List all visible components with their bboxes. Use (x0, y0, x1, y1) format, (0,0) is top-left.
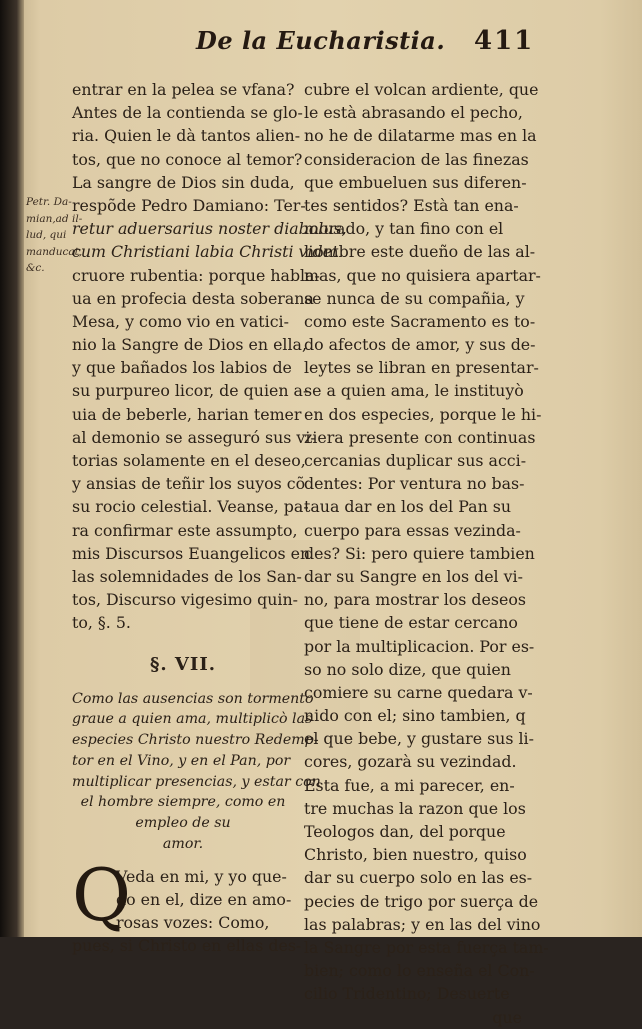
text-line: dar su cuerpo solo en las es- (304, 868, 533, 888)
text-line: pecies de trigo por suerça de (304, 891, 539, 911)
text-line: lud, qui (26, 229, 67, 241)
text-line: pues, si Christo en ellas des- (72, 936, 302, 956)
text-line: cercanias duplicar sus acci- (304, 451, 527, 470)
text-line: taua dar en los del Pan su (304, 497, 512, 517)
opening-paragraph (72, 852, 302, 958)
text-line: cum Christiani labia Christi videt (72, 242, 339, 262)
text-line: cilio Tridentino; Desuerte (304, 984, 510, 1004)
text-line: rosas vozes: Como, (116, 913, 270, 933)
text-line: tes sentidos? Està tan ena- (304, 195, 519, 215)
text-line: que tiene de estar cercano (304, 613, 518, 633)
drop-cap: Q (72, 852, 132, 937)
text-line: consideracion de las finezas (304, 149, 529, 169)
text-line: torias solamente en el deseo, (72, 451, 306, 470)
text-line: se nunca de su compañia, y (304, 288, 525, 308)
text-line: especies Christo nuestro Redemp- (72, 732, 319, 749)
text-line: dentes: Por ventura no bas- (304, 474, 525, 494)
left-column (72, 78, 347, 958)
text-line: tos, que no conoce al temor? (72, 149, 303, 169)
text-line: do afectos de amor, y sus de- (304, 335, 536, 355)
text-line: dar su Sangre en los del vi- (304, 566, 523, 586)
text-line: Veda en mi, y yo que- (116, 866, 287, 886)
right-column (304, 78, 549, 1029)
text-line: do en el, dize en amo- (116, 890, 292, 910)
text-line: manducat, (26, 245, 83, 258)
text-line: en dos especies, porque le hi- (304, 404, 542, 424)
section-summary (72, 689, 321, 855)
text-line: mas, que no quisiera apartar- (304, 265, 541, 285)
text-line: Mesa, y como vio en vatici- (72, 311, 289, 331)
text-line: no he de dilatarme mas en la (304, 126, 537, 146)
text-line: tre muchas la razon que los (304, 798, 526, 818)
text-line: des? Si: pero quiere tambien (304, 543, 535, 563)
marginal-citation (26, 194, 83, 277)
text-line: y ansias de teñir los suyos cõ (72, 474, 306, 494)
text-line: La sangre de Dios sin duda, (72, 172, 295, 192)
text-line: las solemnidades de los San- (72, 566, 302, 586)
text-line: como este Sacramento es to- (304, 311, 536, 331)
text-line: su purpureo licor, de quien a- (72, 381, 309, 401)
text-line: morado, y tan fino con el (304, 219, 504, 239)
text-line: las palabras; y en las del vino (304, 914, 541, 934)
text-line: Petr. Da- (26, 196, 72, 208)
text-line: graue a quien ama, multiplicò las (72, 711, 313, 728)
text-line: cuerpo para essas vezinda- (304, 520, 521, 540)
text-line: la Sangre por esta fuerça tam- (304, 937, 549, 957)
text-line: ua en profecia desta soberana (72, 288, 314, 308)
text-line: comiere su carne quedara v- (304, 682, 533, 702)
text-line: nido con el; sino tambien, q (304, 706, 526, 726)
text-line: Como las ausencias son tormento (72, 690, 314, 707)
binding-gutter (0, 0, 24, 937)
text-line: respõde Pedro Damiano: Ter- (72, 195, 306, 215)
text-line: Teologos dan, del porque (304, 822, 506, 841)
left-column-text (72, 78, 347, 635)
text-line: cores, gozarà su vezindad. (304, 752, 517, 772)
right-column-text (304, 78, 549, 1006)
text-line: cruore rubentia: porque habla- (72, 265, 320, 285)
text-line: retur aduersarius noster diabolus, (72, 219, 347, 239)
text-line: el hombre siempre, como en (80, 794, 286, 811)
text-line: tor en el Vino, y en el Pan, por (72, 752, 291, 769)
text-line: mis Discursos Euangelicos en (72, 543, 311, 563)
text-line: entrar en la pelea se vfana? (72, 80, 295, 99)
text-line: ziera presente con continuas (304, 427, 536, 447)
text-line: empleo de su (135, 815, 231, 832)
text-line: multiplicar presencias, y estar con (72, 773, 321, 790)
text-line: ria. Quien le dà tantos alien- (72, 126, 301, 146)
text-line: que embueluen sus diferen- (304, 172, 527, 192)
text-line: le està abrasando el pecho, (304, 103, 523, 123)
text-line: leytes se libran en presentar- (304, 358, 539, 378)
text-line: amor. (162, 836, 204, 853)
text-line: to, §. 5. (72, 613, 131, 633)
section-heading: §. VII. (149, 653, 217, 675)
running-head: De la Eucharistia. (196, 26, 446, 55)
text-line: so no solo dize, que quien (304, 659, 511, 679)
text-line: Christo, bien nuestro, quiso (304, 845, 527, 865)
text-line: y que bañados los labios de (72, 358, 292, 378)
text-line: uia de beberle, harian temer (72, 404, 302, 424)
text-line: Esta fue, a mi parecer, en- (304, 775, 515, 795)
text-line: por la multiplicacion. Por es- (304, 636, 535, 656)
text-line: al demonio se asseguró sus vi- (72, 427, 316, 447)
text-line: hombre este dueño de las al- (304, 242, 536, 262)
text-line: Antes de la contienda se glo- (72, 103, 303, 123)
page-number: 411 (474, 26, 535, 56)
text-line: tos, Discurso vigesimo quin- (72, 590, 299, 610)
text-line: ra confirmar este assumpto, (72, 520, 298, 540)
text-line: no, para mostrar los deseos (304, 590, 526, 610)
text-line: el que bebe, y gustare sus li- (304, 729, 534, 749)
text-line: su rocio celestial. Veanse, pa- (72, 497, 309, 517)
text-line: nio la Sangre de Dios en ella, (72, 335, 307, 355)
text-line: bien; como lo enseña el Con- (304, 961, 535, 981)
catchword: que (492, 1007, 522, 1027)
text-line: mian,ad il- (26, 212, 83, 225)
text-line: se a quien ama, le instituyò (304, 381, 524, 401)
text-line: &c. (26, 262, 45, 274)
text-line: cubre el volcan ardiente, que (304, 80, 539, 99)
